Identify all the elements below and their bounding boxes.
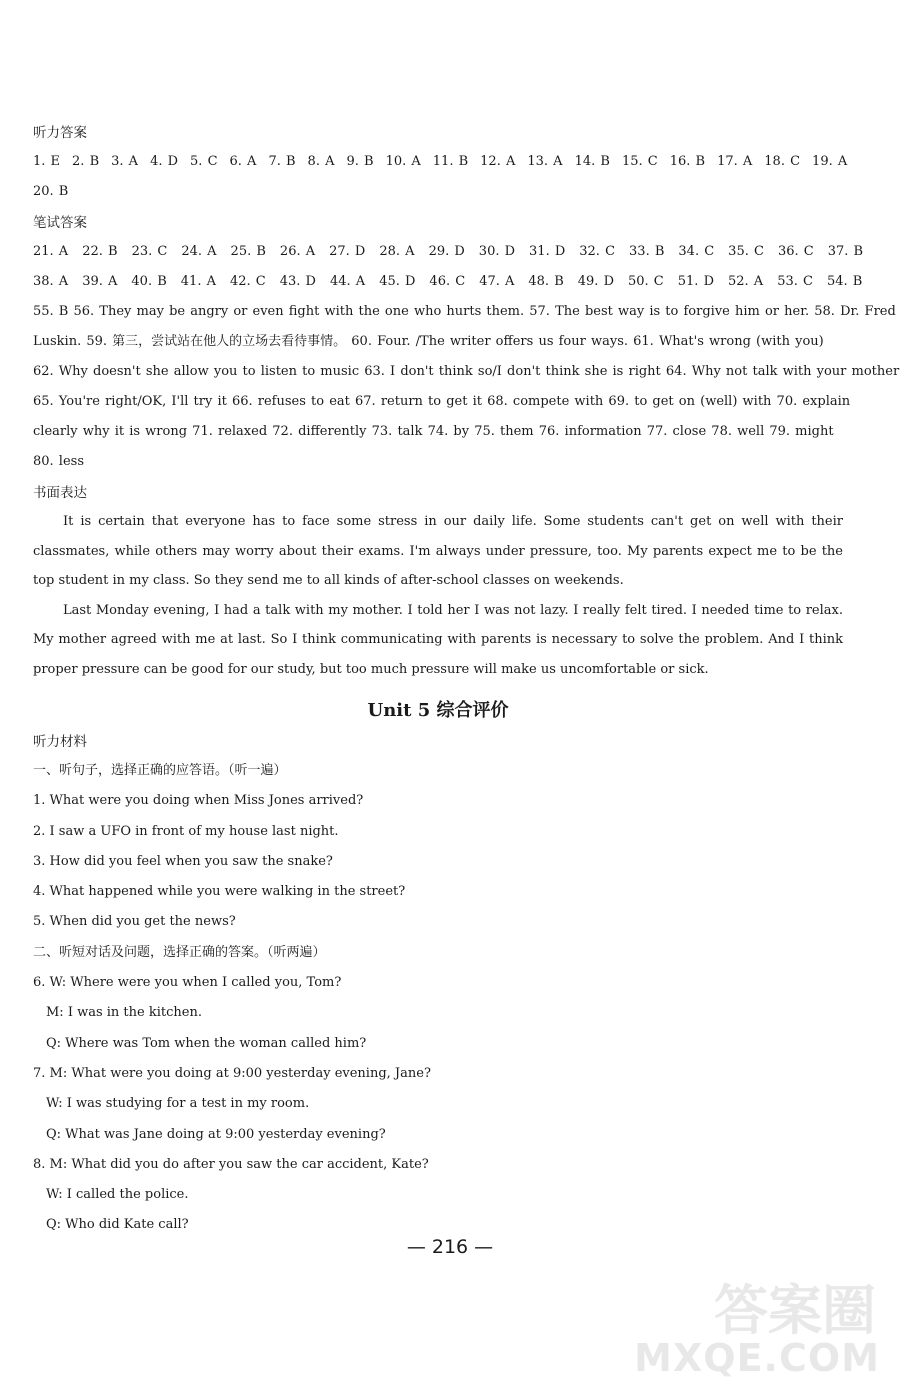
written-answers-line-2 <box>33 267 863 297</box>
part1-item: 4. What happened while you were walking in the street? <box>33 884 406 900</box>
writing-paragraph-1: It is certain that everyone has to face some stress in our daily life. Some students can't get on well with their classmates, while others may worry about their exams. I'm always under pressure, too. My parents expect me to be the top student in my class. So they send me to all kinds of after-school classes on weekends. <box>33 514 843 588</box>
answer-item: 16. B <box>669 154 706 169</box>
page-number: — 216 — <box>406 1236 494 1258</box>
dialogue-line: M: I was in the kitchen. <box>46 1005 202 1021</box>
part1-item: 3. How did you feel when you saw the snake? <box>33 853 333 869</box>
dialogue-line: 8. M: What did you do after you saw the car accident, Kate? <box>33 1156 429 1172</box>
watermark-logo <box>634 1268 884 1380</box>
answer-item: 9. B <box>346 154 374 169</box>
answer-item: 17. A <box>717 154 753 169</box>
answer-item: 8. A <box>307 154 335 169</box>
dialogue-line: W: I called the police. <box>46 1187 189 1203</box>
answer-item: 37. B <box>827 244 864 259</box>
answer-item: 54. B <box>826 274 863 289</box>
answer-item: 21. A <box>33 244 69 259</box>
answer-item: 5. C <box>190 154 218 169</box>
answer-item: 31. D <box>529 244 566 259</box>
answer-item: 45. D <box>379 274 416 289</box>
listening-answers-line-2 <box>33 177 843 207</box>
answer-item: 12. A <box>480 154 516 169</box>
answer-item: 18. C <box>764 154 801 169</box>
part1-title: 一、听句子，选择正确的应答语。（听一遍） <box>33 763 287 778</box>
answer-item: 19. A <box>812 154 848 169</box>
answer-item: 10. A <box>385 154 421 169</box>
written-answers-line-7: clearly why it is wrong 71. relaxed 72. differently 73. talk 74. by 75. them 76. information 77. close 78. well 79. might <box>33 424 834 439</box>
dialogue-line: Q: What was Jane doing at 9:00 yesterday evening? <box>46 1126 386 1142</box>
answer-item: 20. B <box>33 184 69 199</box>
answer-item: 2. B <box>72 154 100 169</box>
listening-answers-line-1 <box>33 147 848 177</box>
written-answers-title: 笔试答案 <box>33 215 87 231</box>
answer-item: 22. B <box>82 244 118 259</box>
written-answers-line-8: 80. less <box>33 454 85 469</box>
answer-item: 26. A <box>279 244 316 259</box>
answer-item: 48. B <box>528 274 564 289</box>
answer-item: 13. A <box>527 154 563 169</box>
answer-item: 46. C <box>429 274 466 289</box>
writing-title: 书面表达 <box>33 485 87 501</box>
answer-item: 51. D <box>677 274 714 289</box>
written-answers-line-3: 55. B 56. They may be angry or even fight with the one who hurts them. 57. The best way is to forgive him or her. 58. Dr. Fred <box>33 304 896 319</box>
writing-paragraph-2: Last Monday evening, I had a talk with my mother. I told her I was not lazy. I really felt tired. I needed time to relax. My mother agreed with me at last. So I think communicating with parents is necessary to solve the problem. And I think proper pressure can be good for our study, but too much pressure will make us uncomfortable or sick. <box>33 602 843 677</box>
answer-item: 49. D <box>577 274 614 289</box>
dialogue-line: Q: Where was Tom when the woman called him? <box>46 1035 367 1051</box>
watermark-en: MXQE.COM <box>634 1336 880 1380</box>
dialogue-line: 7. M: What were you doing at 9:00 yesterday evening, Jane? <box>33 1065 431 1081</box>
answer-item: 14. B <box>574 154 610 169</box>
unit-title: Unit 5 综合评价 <box>367 700 509 721</box>
answer-item: 32. C <box>579 244 616 259</box>
watermark-cn: 答案圈 <box>714 1279 876 1342</box>
written-answers-line-5: 62. Why doesn't she allow you to listen to music 63. I don't think so/I don't think she is right 64. Why not talk with your mother <box>33 364 900 379</box>
answer-item: 4. D <box>150 154 179 169</box>
part1-item: 1. What were you doing when Miss Jones arrived? <box>33 793 364 809</box>
answer-item: 1. E <box>33 154 61 169</box>
answer-item: 6. A <box>229 154 257 169</box>
part2-title: 二、听短对话及问题，选择正确的答案。（听两遍） <box>33 944 326 960</box>
answer-item: 41. A <box>180 274 216 289</box>
answer-item: 24. A <box>181 244 217 259</box>
answer-item: 44. A <box>329 274 366 289</box>
answer-item: 3. A <box>111 154 139 169</box>
answer-item: 47. A <box>479 274 515 289</box>
answer-item: 28. A <box>379 244 415 259</box>
answer-item: 27. D <box>329 244 366 259</box>
written-answers-line-6: 65. You're right/OK, I'll try it 66. refuses to eat 67. return to get it 68. compete with 69. to get on (well) with 70. explain <box>33 394 851 409</box>
answer-item: 38. A <box>33 274 69 289</box>
answer-item: 29. D <box>428 244 465 259</box>
answer-item: 42. C <box>229 274 266 289</box>
answer-item: 53. C <box>777 274 813 289</box>
answer-item: 11. B <box>432 154 469 169</box>
answer-item: 7. B <box>268 154 296 169</box>
answer-item: 23. C <box>131 244 168 259</box>
answer-item: 43. D <box>279 274 316 289</box>
dialogue-line: Q: Who did Kate call? <box>46 1217 189 1233</box>
answer-item: 36. C <box>777 244 814 259</box>
answer-item: 50. C <box>628 274 664 289</box>
dialogue-line: 6. W: Where were you when I called you, Tom? <box>33 975 342 991</box>
dialogue-line: W: I was studying for a test in my room. <box>46 1096 310 1112</box>
page-content <box>33 117 900 1241</box>
answer-item: 33. B <box>629 244 665 259</box>
part1-item: 5. When did you get the news? <box>33 914 236 930</box>
answer-item: 34. C <box>678 244 715 259</box>
answer-item: 25. B <box>230 244 266 259</box>
answer-item: 52. A <box>728 274 764 289</box>
listening-material-title: 听力材料 <box>33 734 87 750</box>
written-answers-line-1 <box>33 237 864 267</box>
answer-item: 30. D <box>478 244 516 259</box>
part1-item: 2. I saw a UFO in front of my house last night. <box>33 823 339 839</box>
written-answers-line-4: Luskin. 59. 第三，尝试站在他人的立场去看待事情。 60. Four. /The writer offers us four ways. 61. What's wrong (with you) <box>33 334 824 349</box>
answer-item: 35. C <box>728 244 764 259</box>
listening-answers-title: 听力答案 <box>33 125 87 141</box>
answer-item: 15. C <box>621 154 658 169</box>
answer-item: 40. B <box>131 274 167 289</box>
answer-item: 39. A <box>82 274 118 289</box>
